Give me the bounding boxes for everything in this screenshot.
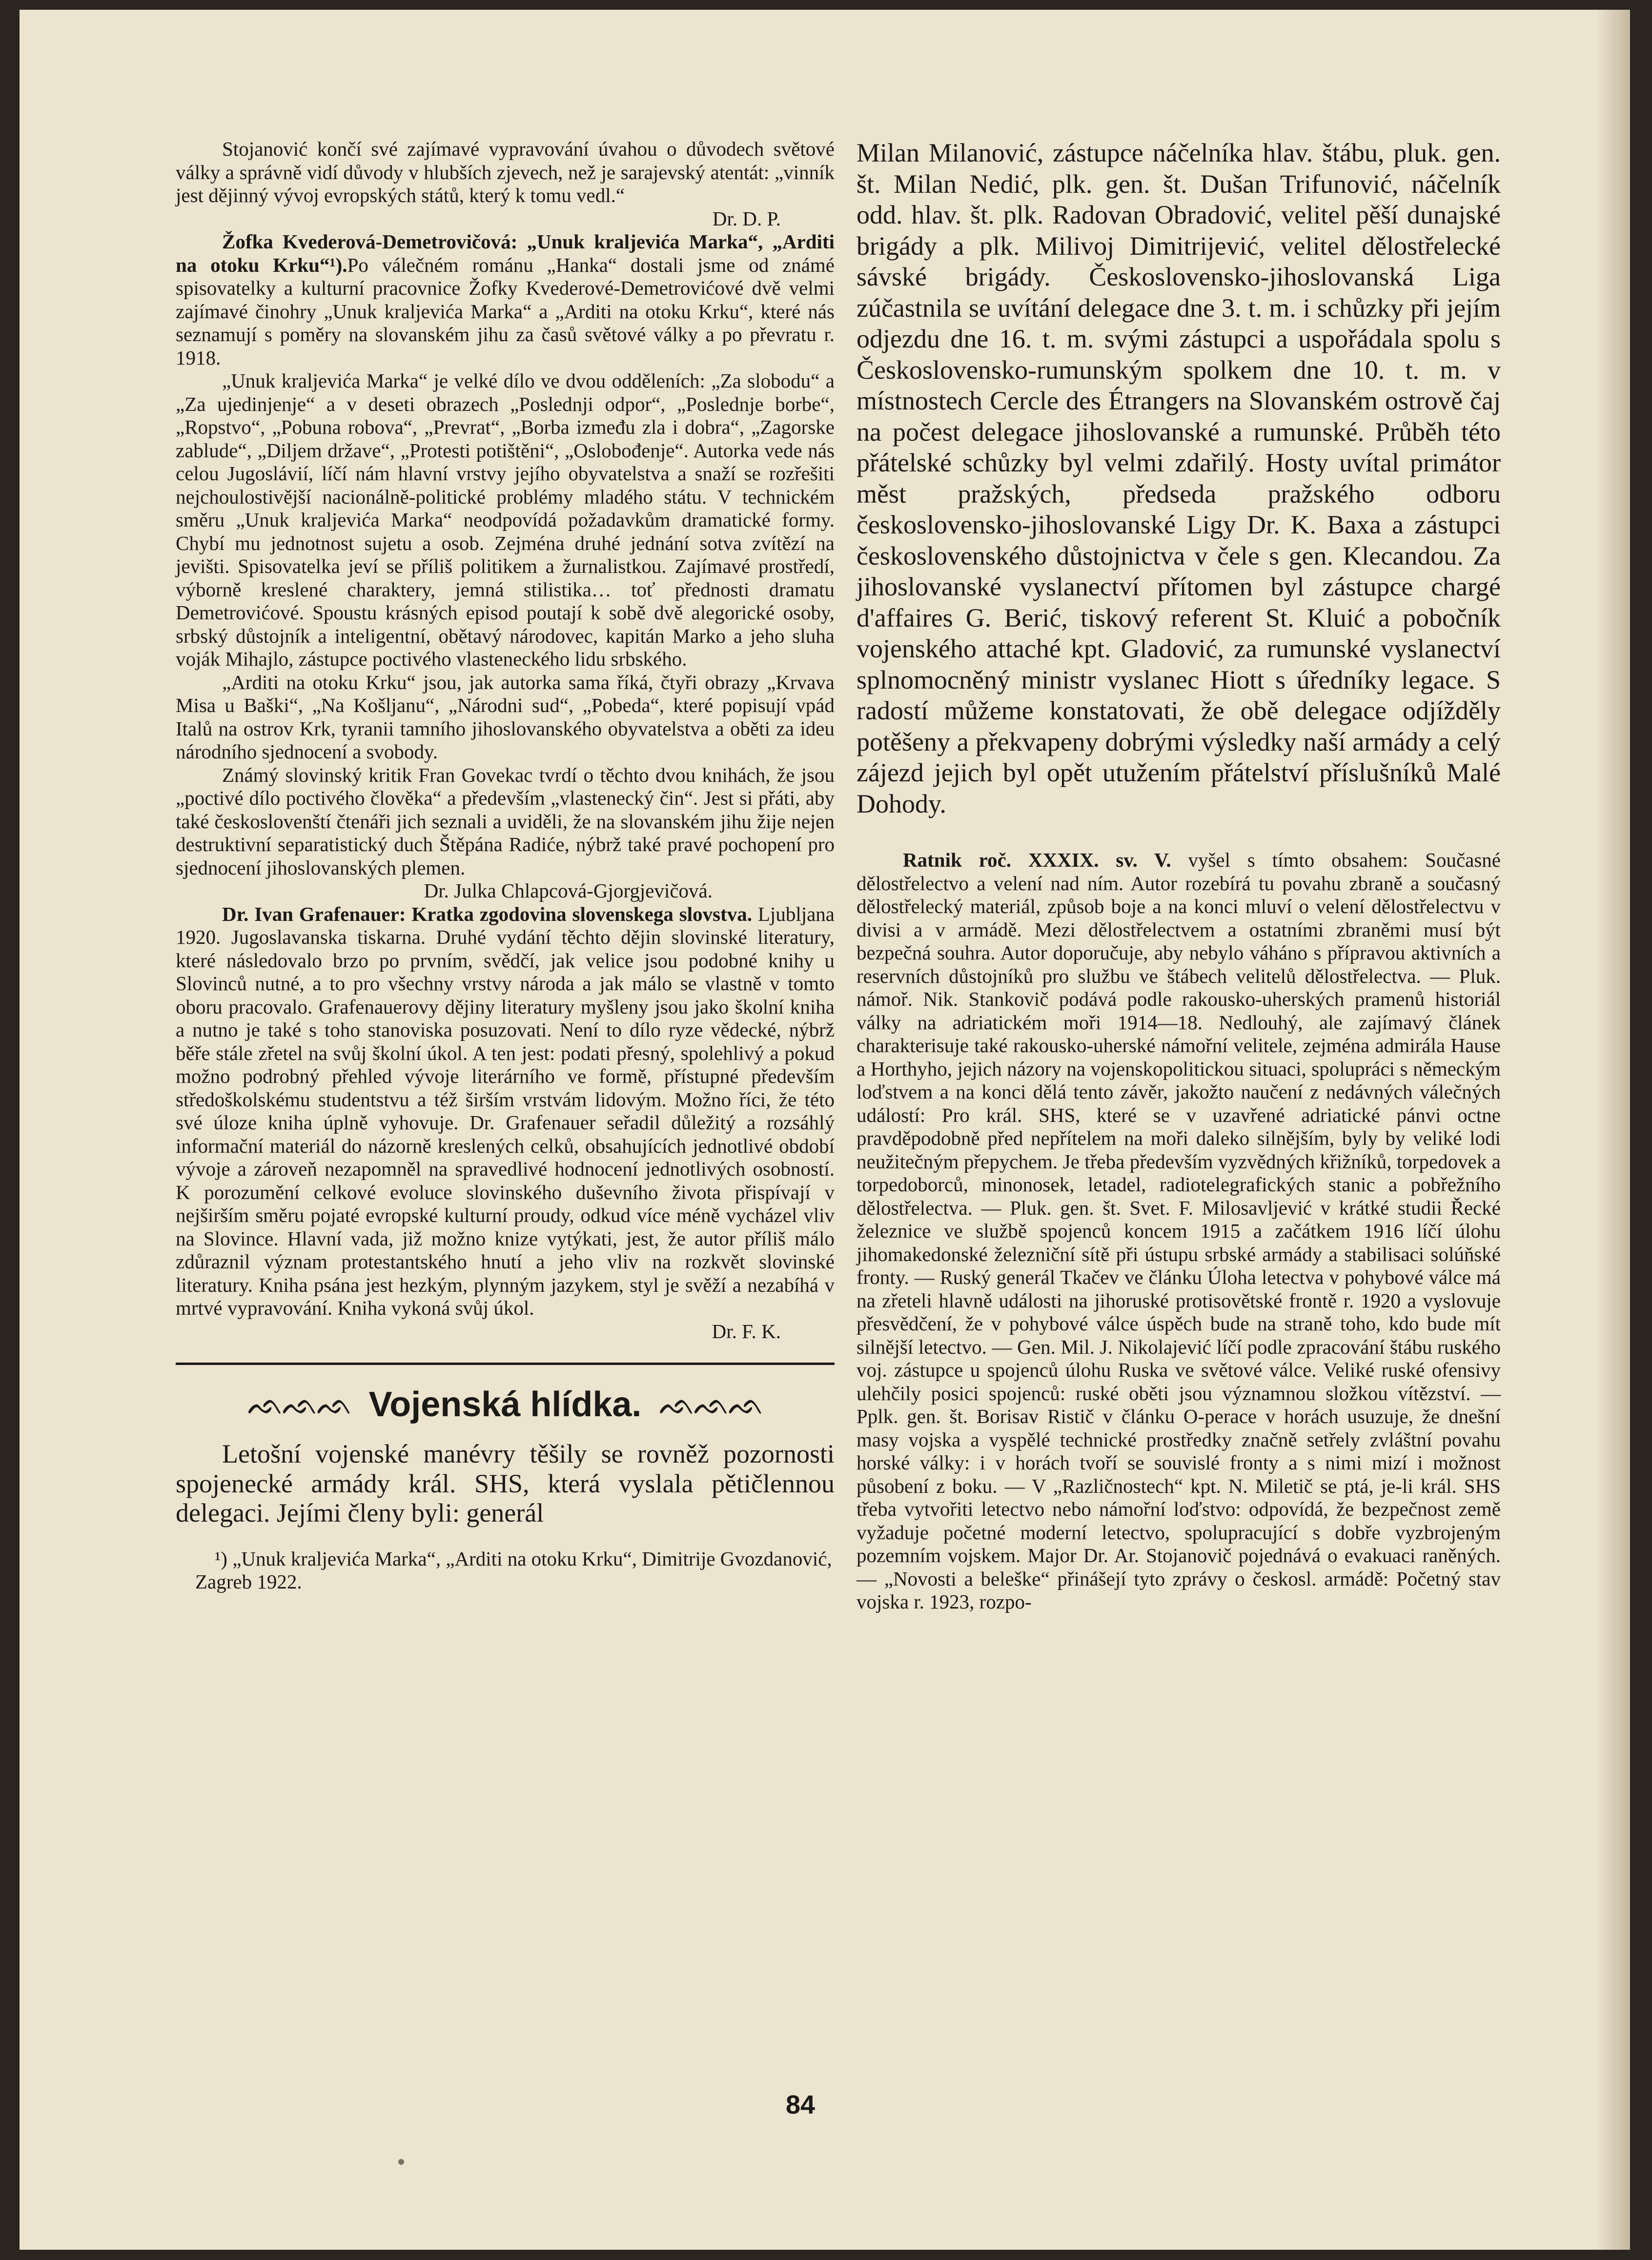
review-2-heading: Žofka Kvederová-Demetrovičová: „Unuk kraljevića Marka“, „Arditi na otoku Krku“¹). [176,230,835,276]
review-1-signature: Dr. D. P. [712,207,781,230]
ratnik-heading: Ratnik roč. XXXIX. sv. V. [903,849,1171,871]
speck-mark [398,2159,404,2165]
review-3-heading: Dr. Ivan Grafenauer: Kratka zgodovina slovenskega slovstva. [222,902,752,925]
footnote: ¹) „Unuk kraljevića Marka“, „Arditi na otoku Krku“, Dimitrije Gvozdanović, Zagreb 1922. [195,1547,832,1593]
review-1-text: Stojanović končí své zajímavé vypravování úvahou o důvodech světové války a správně vidí důvody v hlubších zjevech, než je sarajevský atentát: „vinník jest dějinný vývoj evropských států, který k tomu vedl.“ [176,138,835,206]
review-3-signature: Dr. F. K. [712,1320,781,1343]
section-title: Vojenská hlídka. [368,1385,642,1424]
left-column [176,138,835,1594]
review-2-paragraph-1: Po válečném románu „Hanka“ dostali jsme od známé spisovatelky a kulturní pracovnice Žofky Kvederové-Demetrovićové dvě velmi zajímavé činohry „Unuk kraljevića Marka“ a „Arditi na otoku Krku“, které nás seznamují s poměry na slovanském jihu za časů světové války a po převratu r. 1918. [176,253,835,369]
section-banner [176,1363,835,1425]
review-3-text: Ljubljana 1920. Jugoslavanska tiskarna. Druhé vydání těchto dějin slovinské literatury, které následovalo brzo po prvním, svědčí, jak velice jsou podobné knihy u Slovinců nutné, a to pro všechny vrstvy národa a jak málo se vlastně v tomto oboru pracovalo. Grafenauerovy dějiny literatury myšleny jsou jako školní kniha a nutno je také s toho stanoviska posuzovati. Není to dílo ryze vědecké, nýbrž běře stále zřetel na svůj školní úkol. A ten jest: podati přesný, spolehlivý a pokud možno podrobný přehled vývoje literárního ve formě, přístupné především středoškolskému studentstvu a též širším vrstvám lidovým. Možno říci, že této své úloze kniha úplně vyhovuje. Dr. Grafenauer seřadil důležitý a rozsáhlý informační materiál do názorně kreslených celků, obsahujících jednotlivé období vývoje a zároveň nezapomněl na spravedlivé hodnocení jednotlivých osobností. K porozumění celkové evoluce slovinského duševního života přispívají v nejširším směru pojaté evropské kulturní proudy, odkud více méně vycházel vliv na Slovince. Hlavní vada, již možno knize vytýkati, jest, že autor příliš málo zdůraznil význam protestantského hnutí a jeho vliv na rozkvět slovinské literatury. Kniha psána jest hezkým, plynným jazykem, styl je svěží a nezabíhá v mrtvé vypravování. Kniha vykoná svůj úkol. [176,902,835,1319]
military-text-continued: Milan Milanović, zástupce náčelníka hlav. štábu, pluk. gen. št. Milan Nedić, plk. gen. št. Dušan Trifunović, náčelník odd. hlav. št. plk. Radovan Obradović, velitel pěší dunajské brigády a plk. Milivoj Dimitrijević, velitel dělostřelecké sávské brigády. Československo-jihoslovanská Liga zúčastnila se uvítání delegace dne 3. t. m. i schůzky při jejím odjezdu dne 16. t. m. svými zástupci a uspořádala spolu s Československo-rumunským spolkem dne 10. t. m. v místnostech Cercle des Étrangers na Slovanském ostrově čaj na počest delegace jihoslovanské a rumunské. Průběh této přátelské schůzky byl velmi zdařilý. Hosty uvítal primátor měst pražských, předseda pražského odboru československo-jihoslovanské Ligy Dr. K. Baxa a zástupci československého důstojnictva v čele s gen. Klecandou. Za jihoslovanské vyslanectví přítomen byl zástupce chargé d'affaires G. Berić, tiskový referent St. Kluić a pobočník vojenského attaché kpt. Gladović, za rumunské vyslanectví splnomocněný ministr vyslanec Hiott s úředníky legace. S radostí můžeme konstatovati, že obě delegace odjížděly potěšeny a překvapeny dobrými výsledky naší armády a celý zájezd jejich byl opět utužením přátelství příslušníků Malé Dohody. [857,138,1501,818]
review-2-signature: Dr. Julka Chlapcová-Gjorgjevičová. [424,879,713,902]
right-column [857,138,1501,1614]
ratnik-review [857,849,1501,1614]
page-number: 84 [786,2090,816,2119]
ornament-left-icon: ᨒᨒᨒ [247,1387,351,1422]
review-2-paragraph-2: „Unuk kraljevića Marka“ je velké dílo ve dvou odděleních: „Za slobodu“ a „Za ujedinjenje“ a v deseti obrazech „Poslednji odpor“, „Poslednje borbe“, „Ropstvo“, „Pobuna robova“, „Prevrat“, „Borba između zla i dobra“, „Zagorske zablude“, „Diljem države“, „Protesti potištěni“, „Oslobođenje“. Autorka vede nás celou Jugoslávií, líčí nám hlavní vrstvy jejího obyvatelstva a snaží se rozřešiti nejchoulostivější nacionálně-politické problémy mladého státu. V technickém směru „Unuk kraljevića Marka“ neodpovídá požadavkům dramatické formy. Chybí mu jednotnost sujetu a osob. Zejména druhé jednání sotva zvítězí na jevišti. Spisovatelka jeví se příliš politikem a žurnalistkou. Zajímavé prostředí, výborně kreslené charaktery, jemná stilistika… toť přednosti dramatu Demetrovićové. Spoustu krásných episod poutají k sobě dvě alegorické osoby, srbský důstojník a inteligentní, obětavý národovec, kapitán Marko a jeho sluha voják Mihajlo, zástupce poctivého vlasteneckého lidu srbského. [176,369,835,670]
ratnik-text: vyšel s tímto obsahem: Současné dělostřelectvo a velení nad ním. Autor rozebírá tu povahu zbraně a současný dělostřelecký materiál, způsob boje a na konci mluví o velení dělostřelectvu v divisi a v armádě. Mezi dělostřelectvem a ostatními zbraněmi musí být bezpečná souhra. Autor doporučuje, aby nebylo váháno s přípravou aktivních a reservních důstojníků pro službu ve štábech velitelů dělostřelectva. — Pluk. námoř. Nik. Stankovič podává podle rakousko-uherských pramenů historiál války na adriatickém moři 1914—18. Nedlouhý, ale zajímavý článek charakterisuje také rakousko-uherské námořní velitele, zejména admirála Hause a Horthyho, jejich názory na vojenskopolitickou situaci, spolupráci s německým loďstvem a na konci dělá tento závěr, jakožto naučení z nedávných válečných událostí: Pro král. SHS, které se v uzavřené adriatické pánvi octne pravděpodobně před nepřítelem na moři daleko silnějším, byly by veliké lodi neužitečným přepychem. Je třeba především vyzvědných křižníků, torpedovek a torpedoborců, minonosek, letadel, radiotelegrafických stanic a pobřežního dělostřelectva. — Pluk. gen. št. Svet. F. Milosavljević v krátké studii Řecké železnice ve službě spojenců koncem 1915 a začátkem 1916 líčí úlohu jihomakedonské železniční sítě při ústupu srbské armády a stabilisaci solúňské fronty. — Ruský generál Tkačev ve článku Úloha letectva v pohybové válce má na zřeteli hlavně události na jihoruské protisovětské frontě r. 1920 a vyslovuje přesvědčení, že v pohybové válce úspěch bude na straně toho, kdo bude mít silnější letectvo. — Gen. Mil. J. Nikolajević líčí podle zpracování štábu ruského voj. zástupce u spojenců úlohu Ruska ve světové válce. Veliké ruské ofensivy ulehčily posici spojenců: ruské oběti jsou významnou složkou vítězství. — Pplk. gen. št. Borisav Ristič v článku O-perace v horách usuzuje, že dnešní masy vojska a vyspělé technické prostředky značně setřely zvláštní povahu horské války: i v horách tvoří se souvislé fronty a s nimi mizí i možnost působení z boku. — V „Različnostech“ kpt. N. Miletič se ptá, je-li král. SHS třeba vytvořiti letectvo nebo námořní loďstvo: odpovídá, že bezpečnost země vyžaduje početné moderní letectvo, spolupracující s dobře vyzbrojeným pozemním vojskem. Major Dr. Ar. Stojanovič pojednává o evakuaci raněných. — „Novosti a beleške“ přinášejí tyto zprávy o českosl. armádě: Početný stav vojska r. 1923, rozpo- [857,849,1501,1613]
review-2 [176,230,835,369]
ornament-right-icon: ᨒᨒᨒ [659,1387,763,1422]
review-2-paragraph-3: „Arditi na otoku Krku“ jsou, jak autorka sama říká, čtyři obrazy „Krvava Misa u Baški“, „Na Košljanu“, „Národni sud“, „Pobeda“, které popisují vpád Italů na ostrov Krk, tyranii tamního jihoslovanského obyvatelstva a oběti za ideu národního sjednocení a svobody. [176,671,835,763]
book-page [20,10,1630,2250]
review-2-paragraph-4: Známý slovinský kritik Fran Govekac tvrdí o těchto dvou knihách, že jsou „poctivé dílo poctivého člověka“ a především „vlastenecký čin“. Jest si přáti, aby také českoslovenští čtenáři jich seznali a uviděli, že na slovanském jihu žije nejen destruktivní separatistický duch Štěpána Radiće, nýbrž také pravé pochopení pro sjednocení jihoslovanských plemen. [176,763,835,879]
military-text: Letošní vojenské manévry těšily se rovněž pozornosti spojenecké armády král. SHS, která vyslala pětičlennou delegaci. Jejími členy byli: generál [176,1439,835,1527]
review-3 [176,903,835,1320]
